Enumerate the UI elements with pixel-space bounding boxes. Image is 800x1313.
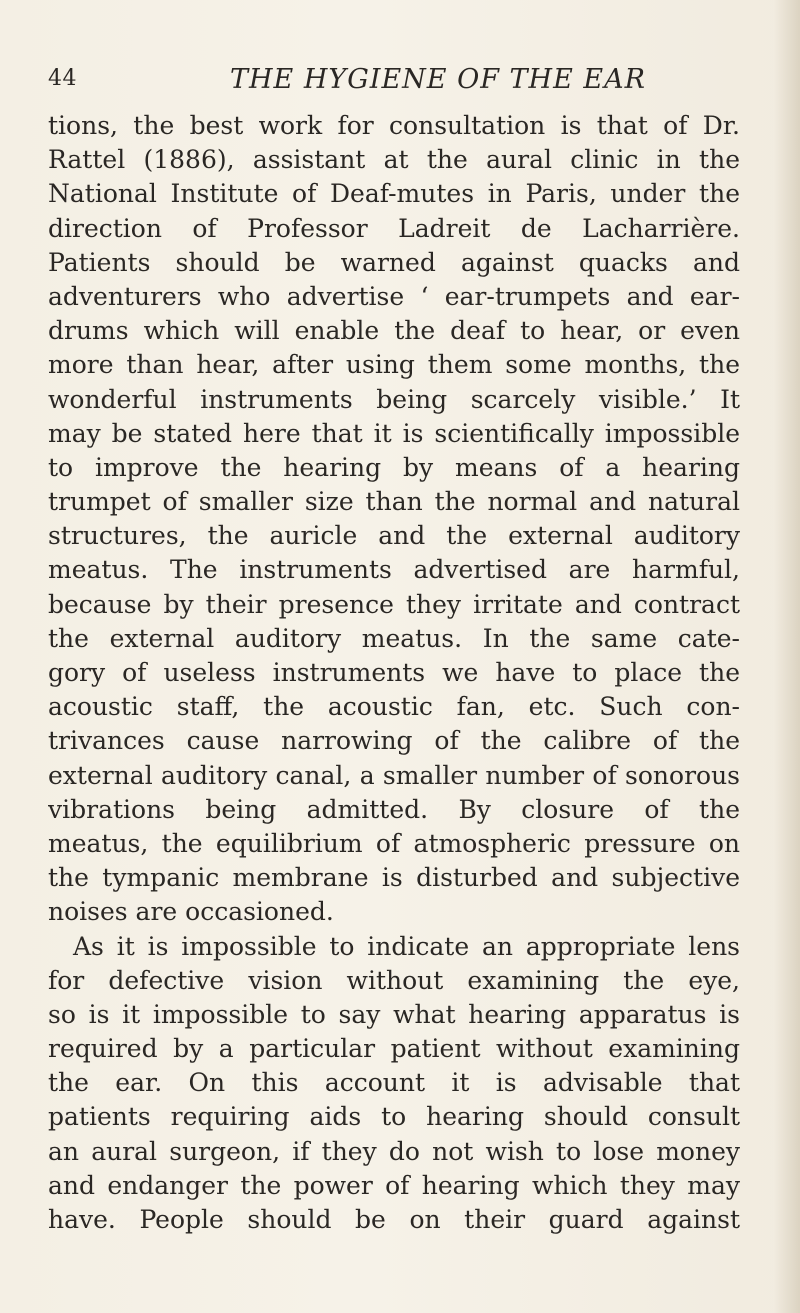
text-line: trivances cause narrowing of the calibre of the: [48, 726, 740, 756]
body-text: [48, 109, 740, 1237]
page-number: 44: [48, 66, 77, 91]
text-line: patients requiring aids to hearing should consult: [48, 1102, 740, 1132]
text-line: so is it impossible to say what hearing apparatus is: [48, 999, 740, 1029]
text-line: noises are occasioned.: [48, 897, 334, 927]
text-line: to improve the hearing by means of a hearing: [48, 452, 740, 482]
text-line: acoustic staff, the acoustic fan, etc. Such con-: [48, 692, 740, 722]
text-line: the tympanic membrane is disturbed and subjective: [48, 863, 740, 893]
text-line: required by a particular patient without examining: [48, 1034, 740, 1064]
running-header: [48, 64, 748, 96]
text-line: National Institute of Deaf-mutes in Paris, under the: [48, 179, 740, 209]
text-line: vibrations being admitted. By closure of the: [48, 794, 740, 824]
text-line: trumpet of smaller size than the normal and natural: [48, 487, 740, 517]
text-line: because by their presence they irritate and contract: [48, 589, 740, 619]
text-line: gory of useless instruments we have to place the: [48, 658, 740, 687]
text-line: wonderful instruments being scarcely visible.’ It: [48, 384, 740, 414]
text-line: meatus, the equilibrium of atmospheric pressure on: [48, 828, 740, 858]
text-line: drums which will enable the deaf to hear, or even: [48, 316, 740, 346]
text-line: structures, the auricle and the external auditory: [48, 521, 740, 551]
text-line: Patients should be warned against quacks and: [48, 247, 740, 277]
running-title: THE HYGIENE OF THE EAR: [230, 64, 646, 95]
text-line: external auditory canal, a smaller number of sonorous: [48, 760, 740, 790]
text-line: tions, the best work for consultation is that of Dr.: [48, 111, 740, 140]
text-line: direction of Professor Ladreit de Lacharrière.: [48, 213, 740, 243]
text-line: and endanger the power of hearing which they may: [48, 1170, 740, 1200]
text-line: have. People should be on their guard against: [48, 1205, 740, 1234]
text-line: the external auditory meatus. In the same cate-: [48, 623, 740, 653]
text-line: the ear. On this account it is advisable that: [48, 1068, 740, 1098]
text-line: for defective vision without examining the eye,: [48, 965, 740, 995]
text-line: more than hear, after using them some months, the: [48, 350, 740, 380]
page-edge-shadow: [774, 0, 800, 1313]
text-line: may be stated here that it is scientifically impossible: [48, 418, 740, 448]
text-line: As it is impossible to indicate an appropriate lens: [73, 931, 740, 961]
text-line: an aural surgeon, if they do not wish to lose money: [48, 1136, 740, 1166]
text-line: meatus. The instruments advertised are harmful,: [48, 555, 740, 585]
text-line: Rattel (1886), assistant at the aural clinic in the: [48, 145, 740, 175]
text-line: adventurers who advertise ‘ ear-trumpets and ear-: [48, 281, 740, 311]
